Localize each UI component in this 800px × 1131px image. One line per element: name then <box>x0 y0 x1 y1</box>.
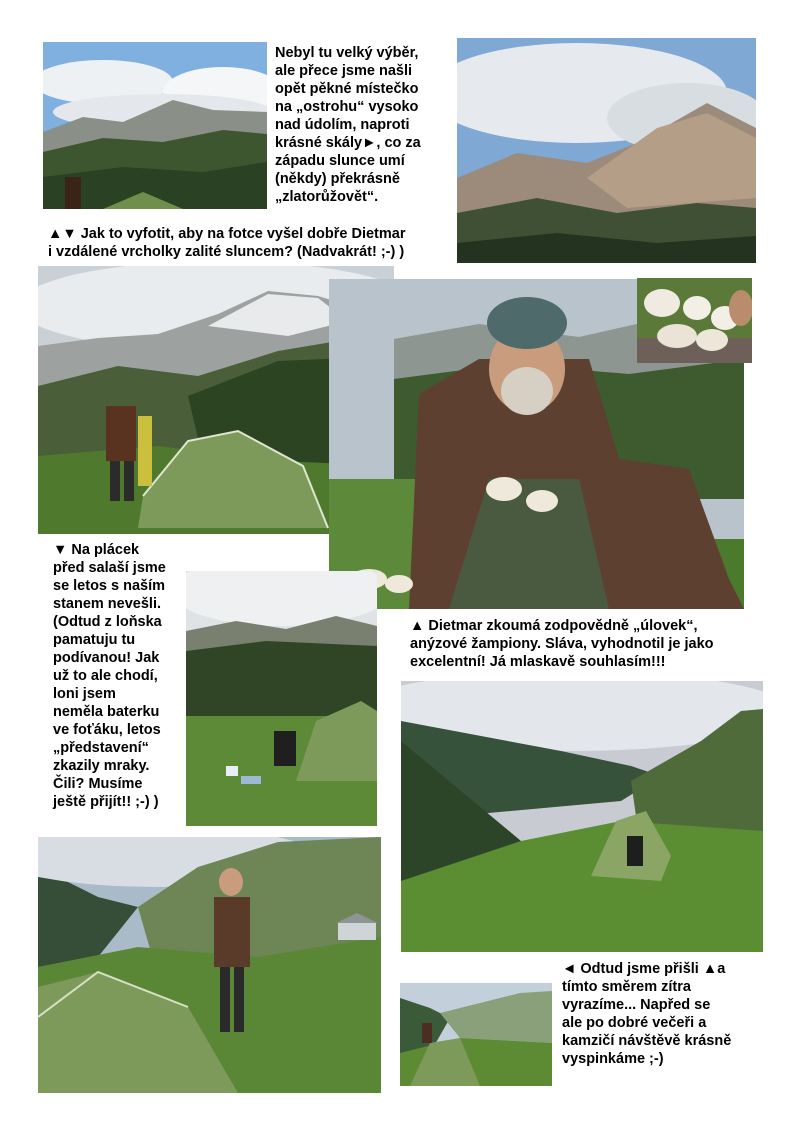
caption-campsite-intro <box>275 44 421 206</box>
caption-line: zkazily mraky. <box>53 758 150 774</box>
caption-line: anýzové žampiony. Sláva, vyhodnotil je jako <box>410 636 714 652</box>
caption-line: „představení“ <box>53 740 149 756</box>
caption-line: kamzičí návštěvě krásně <box>562 1033 732 1049</box>
caption-line: (Odtud z loňska <box>53 614 162 630</box>
photo-sunlit-rocky-peak <box>457 38 756 263</box>
photo-tent-on-meadow <box>186 571 377 826</box>
caption-line: podívanou! Jak <box>53 650 160 666</box>
caption-last-year-memory <box>53 541 166 811</box>
caption-line: západu slunce umí <box>275 153 405 169</box>
caption-line: ve foťáku, letos <box>53 722 161 738</box>
caption-line: i vzdálené vrcholky zalité sluncem? (Nadvakrát! ;-) ) <box>48 244 405 260</box>
caption-line: neměla baterku <box>53 704 160 720</box>
caption-line: ◄ Odtud jsme přišli ▲a <box>562 961 726 977</box>
caption-line: ▲▼ Jak to vyfotit, aby na fotce vyšel dobře Dietmar <box>48 226 406 242</box>
caption-line: ▼ Na plácek <box>53 542 140 558</box>
caption-line: opět pěkné místečko <box>275 81 419 97</box>
caption-photo-question <box>48 225 405 261</box>
caption-line: „zlatorůžovět“. <box>275 189 379 205</box>
photo-tent-valley-view <box>400 983 552 1086</box>
caption-line: na „ostrohu“ vysoko <box>275 99 419 115</box>
caption-line: nad údolím, naproti <box>275 117 410 133</box>
caption-line: excelentní! Já mlaskavě souhlasím!!! <box>410 654 666 670</box>
photo-evening-mountain-view <box>43 42 267 209</box>
photo-dietmar-near-hut <box>38 837 381 1093</box>
caption-line: vyspinkáme ;-) <box>562 1051 664 1067</box>
caption-line: ale přece jsme našli <box>275 63 413 79</box>
caption-line: před salaší jsme <box>53 560 166 576</box>
caption-line: ▲ Dietmar zkoumá zodpovědně „úlovek“, <box>410 618 698 634</box>
caption-line: pamatuju tu <box>53 632 136 648</box>
caption-line: ale po dobré večeři a <box>562 1015 707 1031</box>
caption-line: ještě přijít!! ;-) ) <box>53 794 159 810</box>
caption-line: loni jsem <box>53 686 116 702</box>
caption-line: Čili? Musíme <box>53 776 143 792</box>
caption-line: (někdy) překrásně <box>275 171 400 187</box>
caption-route-direction <box>562 960 731 1068</box>
caption-line: tímto směrem zítra <box>562 979 691 995</box>
caption-line: se letos s naším <box>53 578 166 594</box>
caption-line: stanem nevešli. <box>53 596 161 612</box>
photo-mushrooms-closeup <box>637 278 752 363</box>
caption-line: Nebyl tu velký výběr, <box>275 45 419 61</box>
caption-line: krásné skály►, co za <box>275 135 421 151</box>
caption-line: vyrazíme... Napřed se <box>562 997 711 1013</box>
caption-line: už to ale chodí, <box>53 668 158 684</box>
caption-mushroom-inspection <box>410 617 714 671</box>
photo-tent-green-valley <box>401 681 763 952</box>
